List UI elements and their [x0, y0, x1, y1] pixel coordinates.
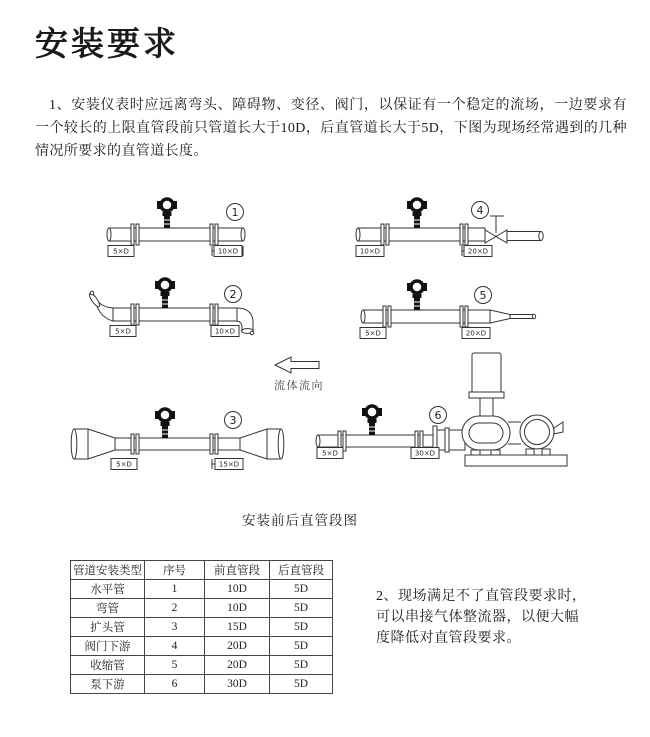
diagram-number: 1	[231, 206, 239, 219]
flow-meter-icon	[157, 199, 177, 228]
dim-label: 5×D	[115, 327, 131, 336]
table-row	[71, 618, 333, 637]
elbow-right	[237, 308, 254, 335]
pipe	[107, 228, 245, 241]
table-cell: 5D	[270, 580, 333, 599]
pipe	[361, 310, 490, 323]
dimension-left	[317, 448, 343, 459]
table-cell: 扩头管	[71, 618, 145, 637]
elbow-left	[88, 291, 113, 321]
table-cell: 5	[145, 656, 205, 675]
dimension-right	[411, 448, 439, 459]
diagram-3-expander-pipe	[58, 392, 303, 484]
flow-direction-label: 流体流向	[274, 380, 324, 392]
diagram-number: 3	[229, 414, 237, 427]
diagram-number-badge	[472, 202, 489, 219]
dimension-right	[462, 246, 492, 257]
table-cell: 弯管	[71, 599, 145, 618]
table-cell: 15D	[205, 618, 270, 637]
dimension-left	[108, 246, 134, 257]
table-cell: 5D	[270, 675, 333, 694]
table-cell: 5D	[270, 599, 333, 618]
table-header-cell: 管道安装类型	[71, 561, 145, 580]
table-cell: 4	[145, 637, 205, 656]
diagram-6-pump-pipe	[305, 348, 595, 480]
note-2-line: 2、现场满足不了直管段要求时，	[376, 589, 587, 604]
dim-label: 5×D	[116, 460, 132, 469]
expander-left	[71, 429, 115, 459]
diagram-1-horizontal-pipe	[93, 192, 273, 267]
pump-icon	[462, 353, 567, 466]
dim-label: 20×D	[467, 247, 489, 256]
table-cell: 泵下游	[71, 675, 145, 694]
dimension-left	[356, 246, 384, 257]
table-body	[71, 580, 333, 694]
dim-label: 5×D	[365, 329, 381, 338]
dimension-left	[360, 328, 386, 339]
expander-right	[240, 429, 284, 459]
page-title: 安装要求	[35, 27, 179, 63]
dim-label: 10×D	[217, 247, 239, 256]
diagram-number: 2	[229, 288, 237, 301]
table-cell: 30D	[205, 675, 270, 694]
dimension-right	[212, 459, 243, 470]
table-row	[71, 637, 333, 656]
table-cell: 20D	[205, 637, 270, 656]
figure-caption: 安装前后直管段图	[242, 513, 358, 528]
dimension-left	[111, 459, 137, 470]
table-cell: 5D	[270, 618, 333, 637]
table-row	[71, 675, 333, 694]
diagram-4-valve-pipe	[350, 192, 550, 270]
table-cell: 阀门下游	[71, 637, 145, 656]
dim-label: 10×D	[214, 327, 236, 336]
dimension-right	[462, 328, 490, 339]
flow-meter-icon	[155, 279, 175, 308]
reducer-cone	[490, 310, 536, 323]
table-cell: 10D	[205, 580, 270, 599]
dimension-left	[110, 326, 136, 337]
table-cell: 20D	[205, 656, 270, 675]
table-row	[71, 580, 333, 599]
table-header-row	[71, 561, 333, 580]
intro-paragraph: 1、安装仪表时应远离弯头、障碍物、变径、阀门，以保证有一个稳定的流场，一边要求有一个较长的上限直管段前只管道长大于10D，后直管道长大于5D，下图为现场经常遇到的几种情况所要求的直管道长度。	[35, 98, 627, 159]
table-cell: 3	[145, 618, 205, 637]
diagram-number: 6	[434, 409, 442, 422]
flow-meter-icon	[407, 281, 427, 310]
table-cell: 2	[145, 599, 205, 618]
diagram-number: 4	[476, 204, 484, 217]
table-cell: 收缩管	[71, 656, 145, 675]
diagram-number-badge	[227, 204, 244, 221]
dim-label: 10×D	[359, 247, 381, 256]
dimension-right	[212, 246, 243, 257]
table-header-cell: 前直管段	[205, 561, 270, 580]
dim-label: 15×D	[218, 460, 240, 469]
diagram-number: 5	[479, 289, 487, 302]
flow-meter-icon	[155, 409, 175, 438]
pipe-requirements-table	[70, 560, 333, 694]
table-header-cell: 后直管段	[270, 561, 333, 580]
dim-label: 5×D	[113, 247, 129, 256]
note-2-line: 度降低对直管段要求。	[376, 631, 521, 646]
table-cell: 6	[145, 675, 205, 694]
diagram-number-badge	[475, 287, 492, 304]
flow-direction-arrow-icon	[272, 355, 322, 375]
dim-label: 20×D	[465, 329, 487, 338]
table-cell: 水平管	[71, 580, 145, 599]
table-header-cell: 序号	[145, 561, 205, 580]
diagram-number-badge	[430, 407, 447, 424]
diagram-2-elbow-pipe	[85, 272, 285, 360]
dimension-right	[211, 326, 239, 337]
dim-label: 5×D	[322, 449, 338, 458]
table-cell: 10D	[205, 599, 270, 618]
note-2-line: 可以串接气体整流器，以便大幅	[376, 610, 579, 625]
table-cell: 5D	[270, 637, 333, 656]
table-row	[71, 599, 333, 618]
dim-label: 30×D	[414, 449, 436, 458]
flow-meter-icon	[407, 199, 427, 228]
diagram-number-badge	[225, 412, 242, 429]
diagram-number-badge	[225, 286, 242, 303]
note-2	[376, 586, 587, 649]
table-row	[71, 656, 333, 675]
table-cell: 1	[145, 580, 205, 599]
valve-icon	[485, 216, 543, 243]
table-cell: 5D	[270, 656, 333, 675]
flow-meter-icon	[362, 406, 382, 435]
